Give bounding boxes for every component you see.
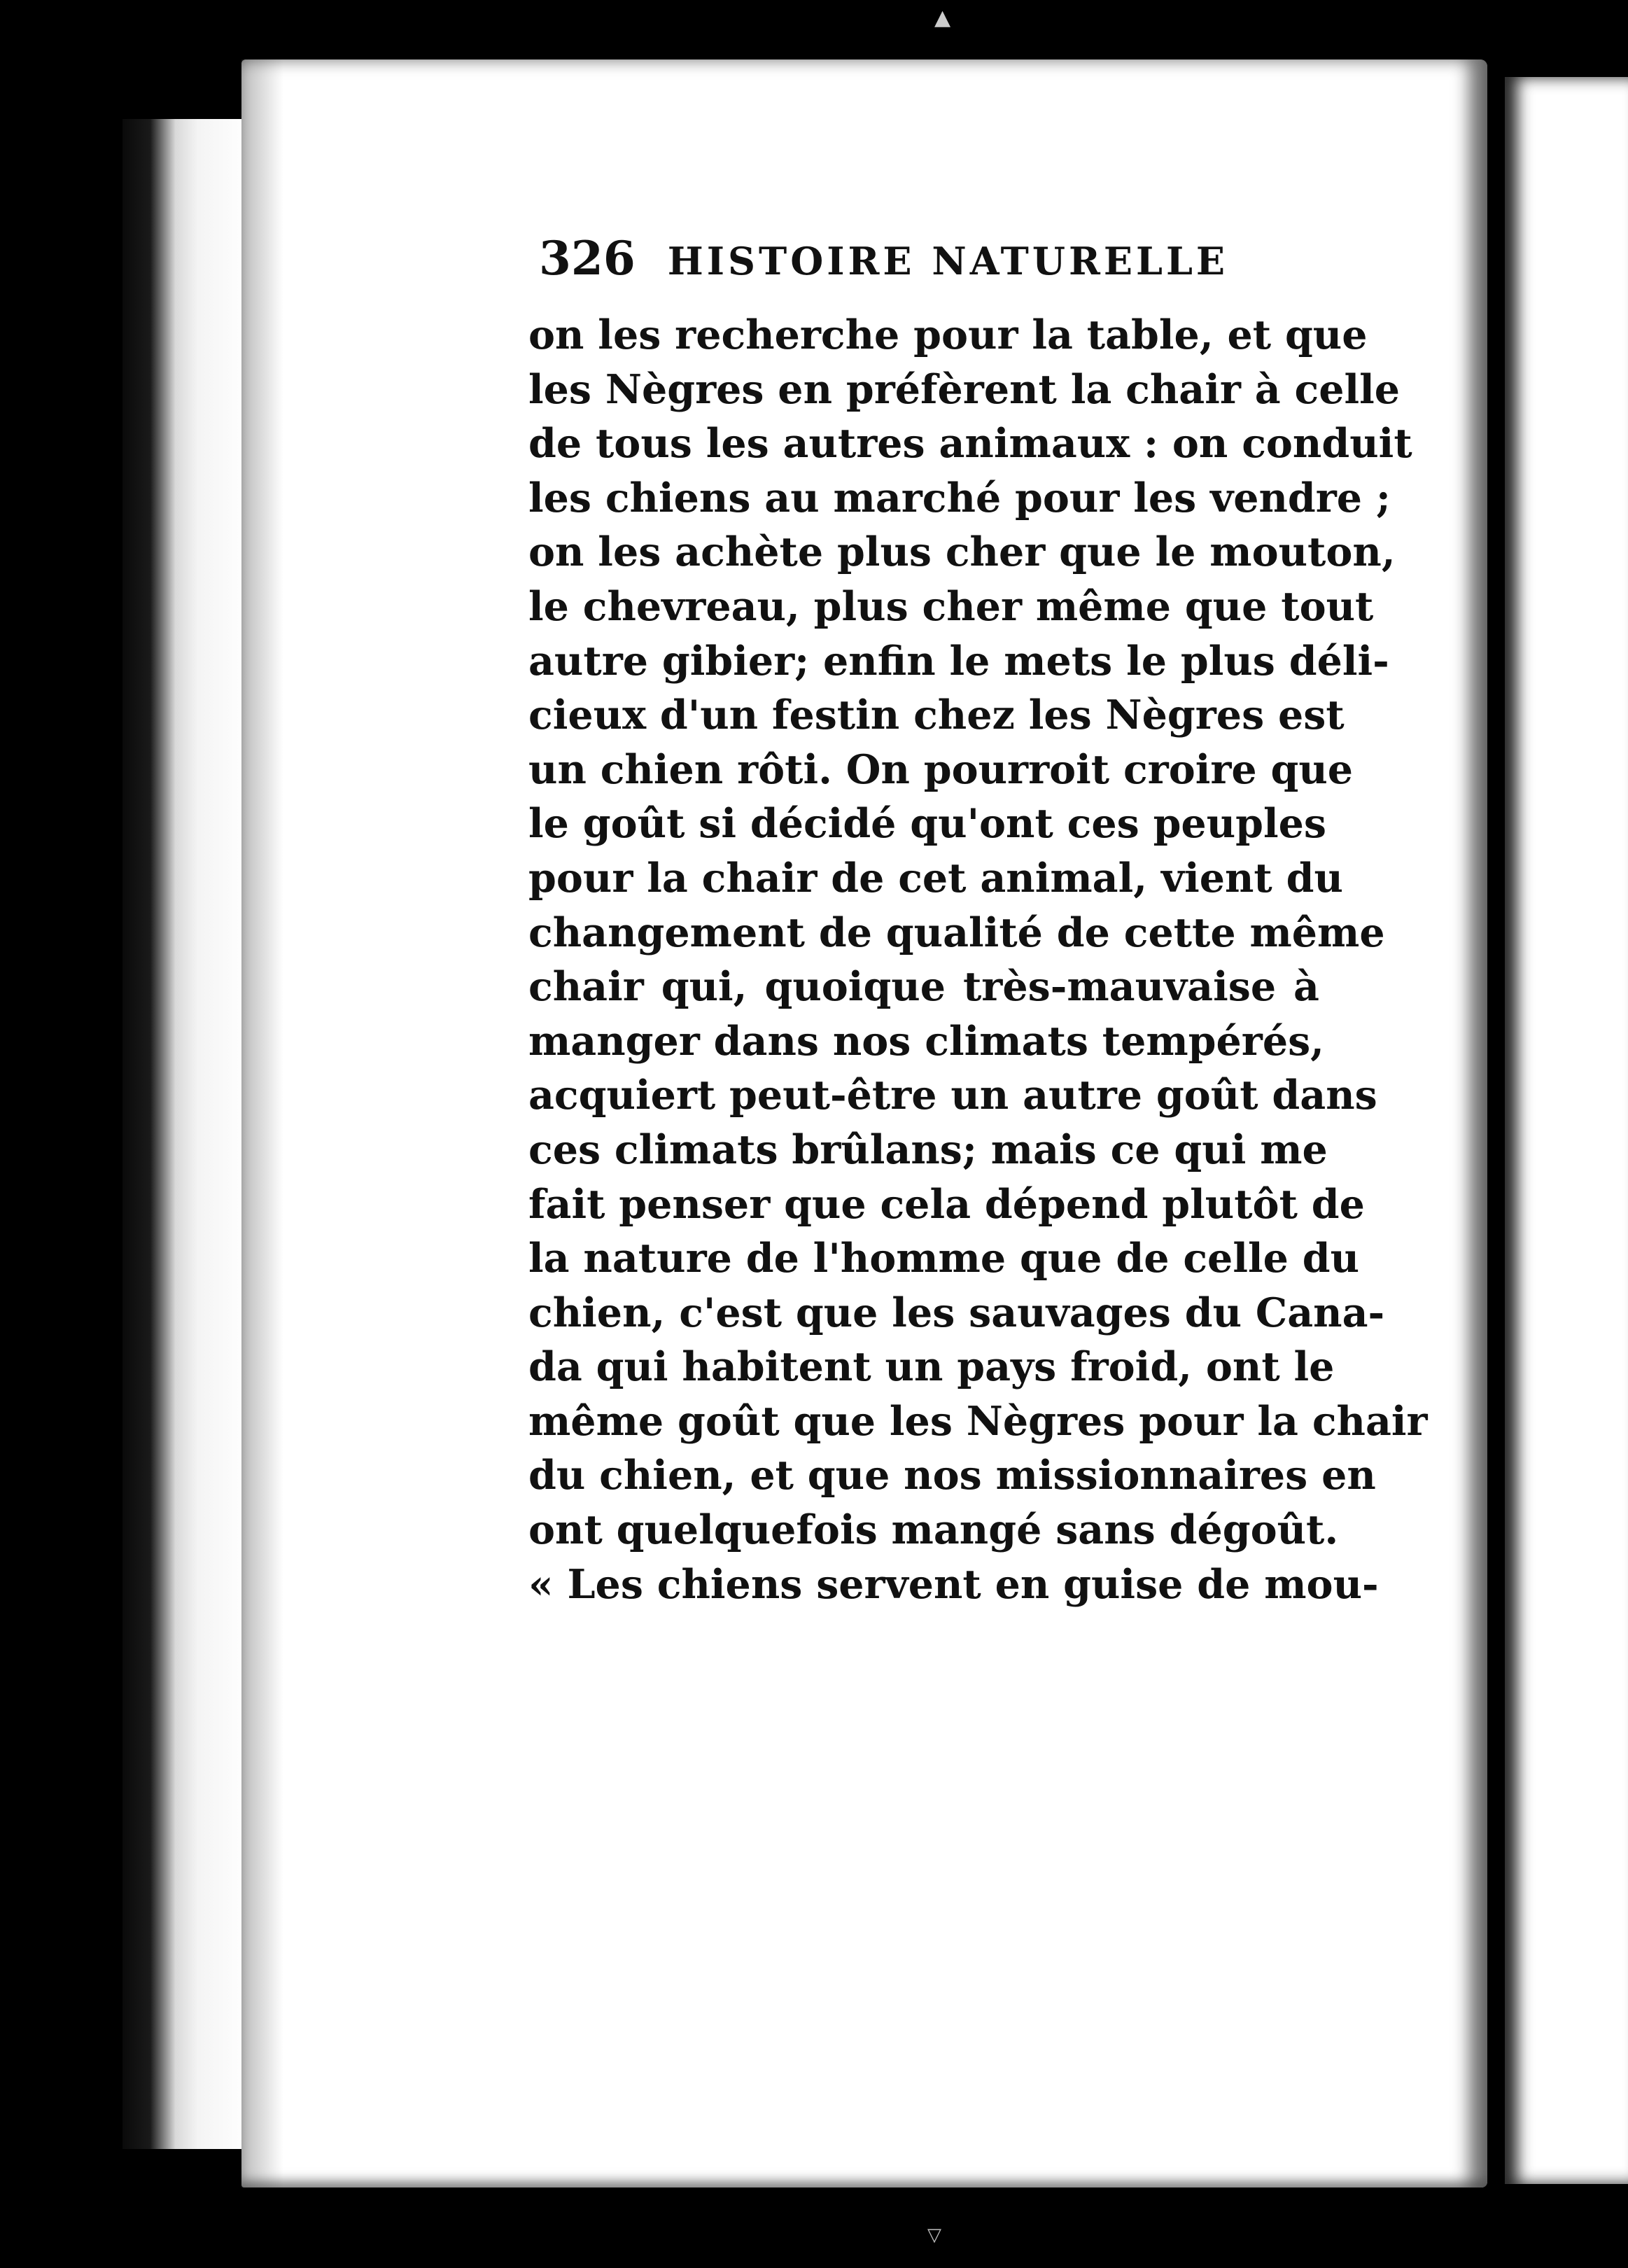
- text-line: les chiens au marché pour les vendre ;: [528, 474, 1391, 522]
- text-line: un chien rôti. On pourroit croire que: [528, 746, 1354, 793]
- text-line: la nature de l'homme que de celle du: [528, 1235, 1360, 1282]
- scan-top-mark: ▲: [934, 6, 951, 30]
- text-line: du chien, et que nos missionnaires en: [528, 1452, 1376, 1499]
- page-edge-shading: [241, 59, 283, 2188]
- running-head: [539, 231, 1239, 301]
- text-line: ces climats brûlans; mais ce qui me: [528, 1126, 1328, 1173]
- adjacent-page-edge: [1505, 77, 1628, 2184]
- text-line: chair qui, quoique très-mauvaise à: [528, 963, 1319, 1011]
- text-line: ont quelquefois mangé sans dégoût.: [528, 1506, 1339, 1554]
- text-line: « Les chiens servent en guise de mou-: [528, 1560, 1379, 1608]
- text-line: le goût si décidé qu'ont ces peuples: [528, 800, 1326, 848]
- page-number: 326: [539, 231, 636, 286]
- text-line: on les achète plus cher que le mouton,: [528, 528, 1396, 576]
- scan-bottom-mark: ▽: [927, 2225, 941, 2246]
- text-line: de tous les autres animaux : on conduit: [528, 420, 1412, 468]
- text-line: autre gibier; enfin le mets le plus déli-: [528, 637, 1389, 685]
- text-line: pour la chair de cet animal, vient du: [528, 854, 1343, 902]
- text-line: fait penser que cela dépend plutôt de: [528, 1180, 1365, 1228]
- binding-edge: [122, 119, 248, 2149]
- text-line: da qui habitent un pays froid, ont le: [528, 1343, 1335, 1391]
- text-line: acquiert peut-être un autre goût dans: [528, 1072, 1377, 1119]
- text-line: le chevreau, plus cher même que tout: [528, 582, 1374, 630]
- text-line: manger dans nos climats tempérés,: [528, 1017, 1325, 1065]
- text-line: on les recherche pour la table, et que: [528, 312, 1368, 358]
- text-line: changement de qualité de cette même: [528, 909, 1385, 956]
- text-line: chien, c'est que les sauvages du Cana-: [528, 1289, 1385, 1336]
- text-line: même goût que les Nègres pour la chair: [528, 1397, 1428, 1445]
- running-title: HISTOIRE NATURELLE: [667, 239, 1229, 284]
- body-text: [528, 308, 1428, 1611]
- text-line: les Nègres en préfèrent la chair à celle: [528, 365, 1401, 413]
- text-line: cieux d'un festin chez les Nègres est: [528, 692, 1345, 739]
